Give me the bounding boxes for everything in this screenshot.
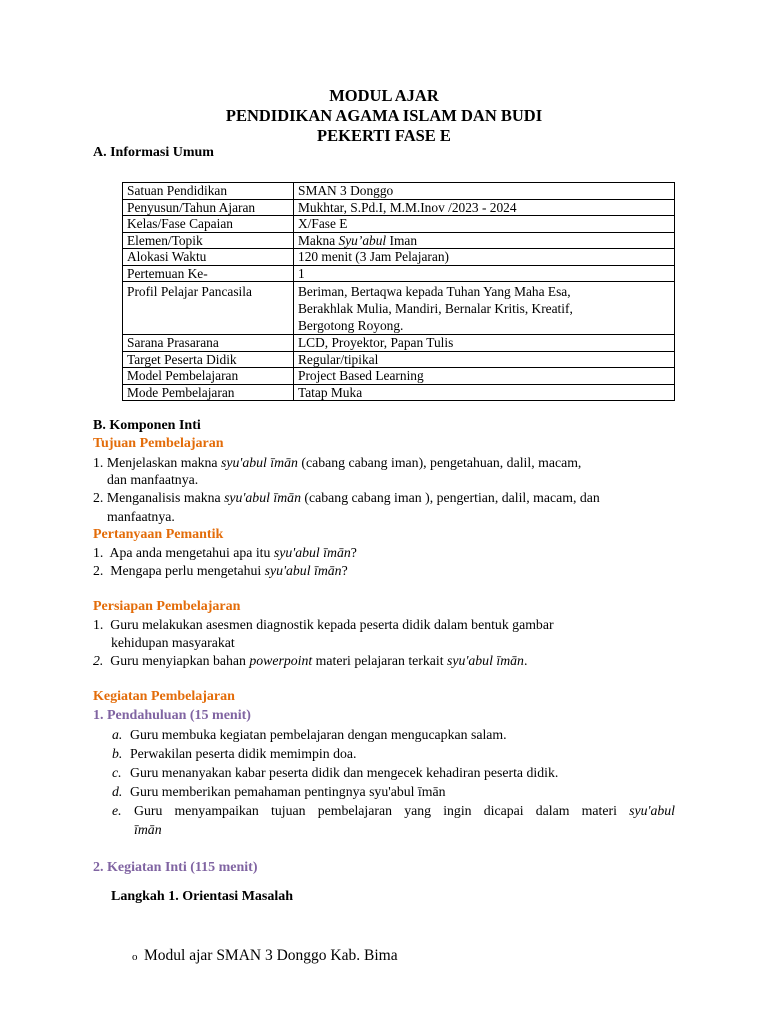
- table-cell-label: Alokasi Waktu: [123, 249, 294, 266]
- tujuan-item-1: [93, 455, 581, 471]
- list-letter: a.: [112, 727, 123, 742]
- list-number: 2.: [93, 563, 104, 578]
- item-text: Mengapa perlu mengetahui: [110, 563, 265, 578]
- item-italic-text: syu'abul īmān: [273, 545, 351, 560]
- value-italic-text: Syu’abul: [338, 232, 387, 248]
- item-text: Perwakilan peserta didik memimpin doa.: [130, 746, 357, 761]
- value-text: Makna: [298, 232, 339, 248]
- table-row: [123, 232, 675, 249]
- table-cell-value: Tatap Muka: [294, 384, 675, 401]
- table-row: [123, 282, 675, 335]
- item-text: ?: [350, 545, 357, 560]
- section-a-heading: A. Informasi Umum: [93, 145, 214, 160]
- item-text: Menganalisis makna: [106, 490, 225, 505]
- item-italic-text: syu'abul īmān: [447, 653, 524, 668]
- value-text: Iman: [386, 232, 418, 248]
- table-cell-value: [294, 282, 675, 335]
- table-cell-value: Project Based Learning: [294, 368, 675, 385]
- item-text: Guru melakukan asesmen diagnostik kepada peserta didik dalam bentuk gambar: [110, 617, 554, 632]
- table-row: [123, 216, 675, 233]
- table-cell-label: Penyusun/Tahun Ajaran: [123, 199, 294, 216]
- persiapan-item-2: [93, 653, 527, 669]
- item-italic-text: powerpoint: [249, 653, 313, 668]
- table-cell-value: 120 menit (3 Jam Pelajaran): [294, 249, 675, 266]
- tujuan-item-2: [93, 490, 600, 506]
- list-number: 1.: [93, 455, 104, 470]
- table-row: [123, 368, 675, 385]
- item-text: .: [523, 653, 528, 668]
- tujuan-item-2-line-2: manfaatnya.: [107, 509, 175, 524]
- document-title-line-2: PENDIDIKAN AGAMA ISLAM DAN BUDI: [225, 106, 543, 125]
- footer-bullet: o: [132, 951, 138, 963]
- table-row: [123, 335, 675, 352]
- kegiatan-inti-heading: 2. Kegiatan Inti (115 menit): [93, 860, 258, 875]
- table-cell-value: [294, 232, 675, 249]
- tujuan-item-1-line-2: dan manfaatnya.: [107, 472, 199, 487]
- table-cell-label: Elemen/Topik: [123, 232, 294, 249]
- item-italic-text: syu'abul īmān: [224, 490, 301, 505]
- table-row: [123, 265, 675, 282]
- table-cell-value: LCD, Proyektor, Papan Tulis: [294, 335, 675, 352]
- table-cell-value: Regular/tipikal: [294, 351, 675, 368]
- item-italic-text: syu'abul īmān: [220, 455, 298, 470]
- pendahuluan-item-e-text: [134, 803, 675, 819]
- list-number: 1.: [93, 617, 104, 632]
- list-number: 2.: [93, 490, 104, 505]
- table-cell-label: Target Peserta Didik: [123, 351, 294, 368]
- persiapan-item-1-line-2: kehidupan masyarakat: [111, 635, 235, 650]
- table-cell-label: Kelas/Fase Capaian: [123, 216, 294, 233]
- pendahuluan-item-a: [112, 727, 507, 743]
- langkah-1-heading: Langkah 1. Orientasi Masalah: [111, 889, 294, 904]
- item-text: ?: [341, 563, 348, 578]
- pemantik-item-2: [93, 563, 348, 579]
- value-line: Berakhlak Mulia, Mandiri, Bernalar Kritis, Kreatif,: [298, 301, 573, 316]
- item-text: (cabang cabang iman ), pengertian, dalil, macam, dan: [300, 490, 600, 505]
- pendahuluan-item-b: [112, 746, 356, 762]
- tujuan-heading: Tujuan Pembelajaran: [93, 436, 224, 451]
- item-text: Guru menyiapkan bahan: [110, 653, 250, 668]
- table-cell-label: Mode Pembelajaran: [123, 384, 294, 401]
- list-letter: c.: [112, 765, 122, 780]
- pemantik-heading: Pertanyaan Pemantik: [93, 527, 224, 542]
- list-letter: b.: [112, 746, 123, 761]
- document-title-line-3: PEKERTI FASE E: [317, 126, 451, 145]
- item-text: Guru membuka kegiatan pembelajaran dengan mengucapkan salam.: [130, 727, 507, 742]
- table-row: [123, 351, 675, 368]
- table-cell-value: X/Fase E: [294, 216, 675, 233]
- table-row: [123, 183, 675, 200]
- document-title-line-1: MODUL AJAR: [329, 86, 439, 105]
- value-line: Beriman, Bertaqwa kepada Tuhan Yang Maha Esa,: [298, 284, 571, 299]
- item-text: Guru menyampaikan tujuan pembelajaran yang ingin dicapai dalam materi: [134, 803, 617, 818]
- table-cell-label: Profil Pelajar Pancasila: [123, 282, 294, 335]
- table-row: [123, 384, 675, 401]
- item-text: Guru memberikan pemahaman pentingnya syu'abul īmān: [130, 784, 446, 799]
- list-number: 1.: [93, 545, 104, 560]
- item-italic-text: syu'abul: [629, 803, 675, 818]
- list-letter: d.: [112, 784, 123, 799]
- kegiatan-heading: Kegiatan Pembelajaran: [93, 689, 235, 704]
- pemantik-item-1: [93, 545, 357, 561]
- section-b-heading: B. Komponen Inti: [93, 418, 201, 433]
- pendahuluan-item-e-line-2: īmān: [134, 822, 162, 837]
- item-text: (cabang cabang iman), pengetahuan, dalil, macam,: [297, 455, 582, 470]
- info-table: [122, 182, 675, 401]
- table-cell-value: SMAN 3 Donggo: [294, 183, 675, 200]
- list-number: 2.: [93, 653, 104, 668]
- table-cell-label: Model Pembelajaran: [123, 368, 294, 385]
- table-cell-value: 1: [294, 265, 675, 282]
- item-text: Guru menanyakan kabar peserta didik dan mengecek kehadiran peserta didik.: [130, 765, 559, 780]
- value-line: Bergotong Royong.: [298, 318, 404, 333]
- table-row: [123, 199, 675, 216]
- item-italic-text: syu'abul īmān: [264, 563, 342, 578]
- item-text: Apa anda mengetahui apa itu: [109, 545, 274, 560]
- table-cell-value: Mukhtar, S.Pd.I, M.M.Inov /2023 - 2024: [294, 199, 675, 216]
- table-cell-label: Sarana Prasarana: [123, 335, 294, 352]
- item-text: Menjelaskan makna: [106, 455, 221, 470]
- persiapan-item-1: [93, 617, 554, 633]
- pendahuluan-item-e: [112, 803, 134, 819]
- item-text: materi pelajaran terkait: [312, 653, 448, 668]
- pendahuluan-heading: 1. Pendahuluan (15 menit): [93, 708, 251, 723]
- pendahuluan-item-c: [112, 765, 558, 781]
- pendahuluan-item-d: [112, 784, 446, 800]
- table-cell-label: Pertemuan Ke-: [123, 265, 294, 282]
- table-cell-label: Satuan Pendidikan: [123, 183, 294, 200]
- list-letter: e.: [112, 803, 122, 818]
- persiapan-heading: Persiapan Pembelajaran: [93, 599, 241, 614]
- table-row: [123, 249, 675, 266]
- footer-text: Modul ajar SMAN 3 Donggo Kab. Bima: [144, 947, 398, 964]
